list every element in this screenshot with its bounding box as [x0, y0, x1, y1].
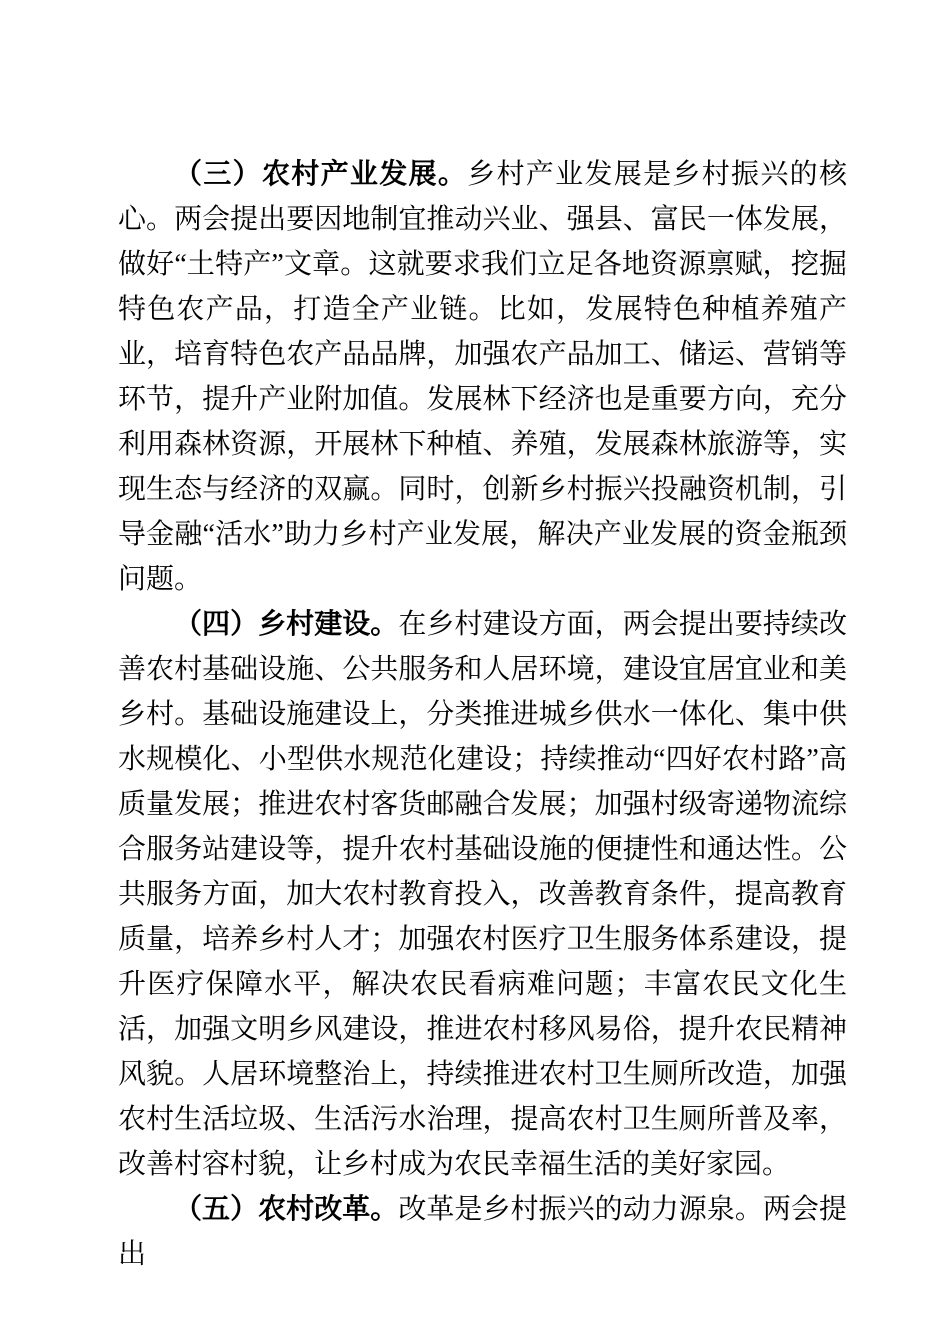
paragraph-section-5: [118, 1187, 847, 1277]
paragraph-heading: （五）农村改革。: [174, 1194, 399, 1225]
paragraph-body: 改革是乡村振兴的动力源泉。两会提出: [118, 1194, 847, 1270]
document-text-block: [118, 152, 847, 1277]
paragraph-body: 乡村产业发展是乡村振兴的核心。两会提出要因地制宜推动兴业、强县、富民一体发展，做好“土特产”文章。这就要求我们立足各地资源禀赋，挖掘特色农产品，打造全产业链。比如，发展特色种植养殖产业，培育特色农产品品牌，加强农产品加工、储运、营销等环节，提升产业附加值。发展林下经济也是重要方向，充分利用森林资源，开展林下种植、养殖，发展森林旅游等，实现生态与经济的双赢。同时，创新乡村振兴投融资机制，引导金融“活水”助力乡村产业发展，解决产业发展的资金瓶颈问题。: [118, 159, 847, 595]
paragraph-body: 在乡村建设方面，两会提出要持续改善农村基础设施、公共服务和人居环境，建设宜居宜业和美乡村。基础设施建设上，分类推进城乡供水一体化、集中供水规模化、小型供水规范化建设；持续推动“四好农村路”高质量发展；推进农村客货邮融合发展；加强村级寄递物流综合服务站建设等，提升农村基础设施的便捷性和通达性。公共服务方面，加大农村教育投入，改善教育条件，提高教育质量，培养乡村人才；加强农村医疗卫生服务体系建设，提升医疗保障水平，解决农民看病难问题；丰富农民文化生活，加强文明乡风建设，推进农村移风易俗，提升农民精神风貌。人居环境整治上，持续推进农村卫生厕所改造，加强农村生活垃圾、生活污水治理，提高农村卫生厕所普及率，改善村容村貌，让乡村成为农民幸福生活的美好家园。: [118, 609, 847, 1180]
paragraph-section-4: [118, 602, 847, 1187]
paragraph-heading: （四）乡村建设。: [174, 609, 399, 640]
paragraph-heading: （三）农村产业发展。: [174, 159, 468, 190]
paragraph-section-3: [118, 152, 847, 602]
